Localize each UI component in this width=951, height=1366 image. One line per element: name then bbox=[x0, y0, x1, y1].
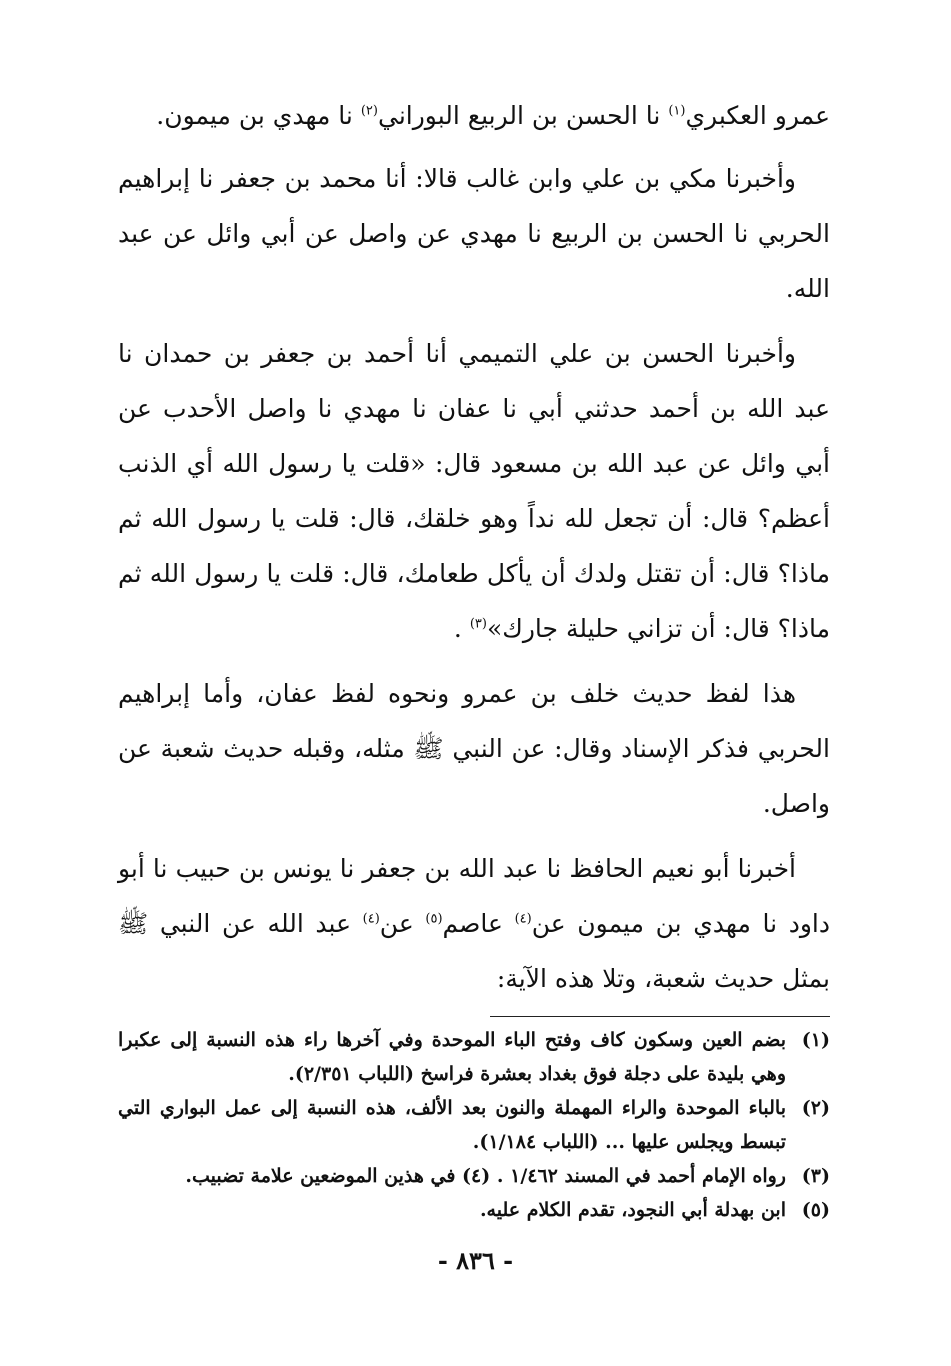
footnote-1-text: بضم العين وسكون كاف وفتح الباء الموحدة وفي آخرها راء هذه النسبة إلى عكبرا وهي بليدة على دجلة فوق بغداد بعشرة فراسخ (اللباب ٢/٣٥١). bbox=[118, 1029, 786, 1085]
footnote-divider bbox=[490, 1016, 830, 1017]
footnote-ref-5[interactable]: (٥) bbox=[425, 911, 443, 927]
paragraph-1-text-3: نا مهدي بن ميمون. bbox=[156, 101, 361, 130]
footnote-3-text: رواه الإمام أحمد في المسند ١/٤٦٢ . (٤) في هذين الموضعين علامة تضبيب. bbox=[185, 1165, 786, 1187]
footnote-1-number: (١) bbox=[801, 1029, 830, 1051]
paragraph-5-text: أخبرنا أبو نعيم الحافظ نا عبد الله بن جعفر نا يونس بن حبيب نا أبو داود نا مهدي بن ميمون عن bbox=[118, 854, 830, 938]
paragraph-2: وأخبرنا مكي بن علي وابن غالب قالا: أنا محمد بن جعفر نا إبراهيم الحربي نا الحسن بن الربيع نا مهدي عن واصل عن أبي وائل عن عبد الله. bbox=[118, 164, 830, 303]
footnote-ref-3[interactable]: (٣) bbox=[469, 616, 487, 632]
footnote-ref-4a[interactable]: (٤) bbox=[514, 911, 532, 927]
paragraph-5-text-3: عن bbox=[379, 909, 426, 938]
page-body bbox=[118, 88, 830, 1227]
paragraph-4: هذا لفظ حديث خلف بن عمرو ونحوه لفظ عفان، وأما إبراهيم الحربي فذكر الإسناد وقال: عن النبي ﷺ مثله، وقبله حديث شعبة عن واصل. bbox=[118, 679, 830, 818]
footnote-5-text: ابن بهدلة أبي النجود، تقدم الكلام عليه. bbox=[479, 1199, 786, 1221]
paragraph-3 bbox=[118, 326, 830, 656]
footnote-3 bbox=[118, 1159, 830, 1193]
footnote-3-number: (٣) bbox=[801, 1165, 830, 1187]
paragraph-3-text: وأخبرنا الحسن بن علي التميمي أنا أحمد بن جعفر بن حمدان نا عبد الله بن أحمد حدثني أبي نا عفان نا مهدي نا واصل الأحدب عن أبي وائل عن عبد الله بن مسعود قال: «قلت يا رسول الله أي الذنب أعظم؟ قال: أن تجعل لله نداً وهو خلقك، قال: قلت يا رسول الله ثم ماذا؟ قال: أن تقتل ولدك أن يأكل طعامك، قال: قلت يا رسول الله ثم ماذا؟ قال: أن تزاني حليلة جارك» bbox=[118, 339, 830, 643]
footnotes bbox=[118, 1023, 830, 1227]
footnote-2 bbox=[118, 1091, 830, 1159]
paragraph-5-text-2: عاصم bbox=[442, 909, 515, 938]
footnote-2-text: بالباء الموحدة والراء المهملة والنون بعد الألف، هذه النسبة إلى عمل البواري التي تبسط ويجلس عليها ... (اللباب ١/١٨٤). bbox=[118, 1097, 786, 1153]
paragraph-1-text-2: نا الحسن بن الربيع البوراني bbox=[377, 101, 669, 130]
footnote-5-number: (٥) bbox=[801, 1199, 830, 1221]
paragraph-5-text-4: عبد الله عن النبي ﷺ بمثل حديث شعبة، وتلا هذه الآية: bbox=[118, 909, 830, 993]
paragraph-1-text: عمرو العكبري bbox=[685, 101, 830, 130]
paragraph-1 bbox=[118, 88, 830, 143]
footnote-2-number: (٢) bbox=[801, 1097, 830, 1119]
footnote-1 bbox=[118, 1023, 830, 1091]
footnote-ref-4b[interactable]: (٤) bbox=[362, 911, 380, 927]
paragraph-5 bbox=[118, 841, 830, 1006]
page-number: - ٨٣٦ - bbox=[437, 1246, 514, 1275]
paragraph-3-tail: . bbox=[453, 614, 470, 643]
footnote-ref-1[interactable]: (١) bbox=[668, 103, 686, 119]
footnote-5 bbox=[118, 1193, 830, 1227]
footnote-ref-2[interactable]: (٢) bbox=[360, 103, 378, 119]
